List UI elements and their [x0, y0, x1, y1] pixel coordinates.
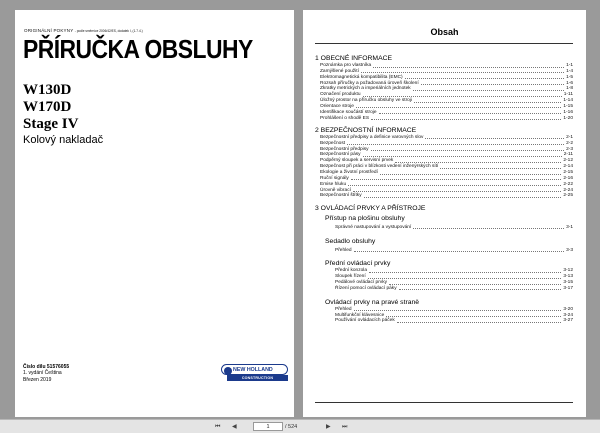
logo-emblem-icon [224, 367, 232, 375]
toc-entry-text: Orientace stroje [320, 103, 354, 109]
toc-subsection-title[interactable]: Ovládací prvky na pravé straně [325, 298, 420, 306]
toc-entry[interactable] [320, 193, 573, 199]
publish-date: Březen 2019 [23, 376, 52, 383]
cover-header-note: - podle směrnice 2006/42/ES, dodatek I, (1.7.4.) [74, 29, 143, 33]
last-page-icon[interactable]: ⏭ [342, 424, 348, 430]
toc-entry-page: 2-15 [563, 170, 573, 175]
toc-entry-text: Správné nastupování a vystupování [335, 224, 412, 230]
toc-entry-text: Přehled [335, 306, 352, 312]
toc-entry-text: Bezpečnost [320, 140, 346, 146]
toc-leader-dots [414, 102, 561, 103]
toc-entry-text: Elektromagnetická kompatibilita (EMC) [320, 74, 403, 80]
toc-subsection-title[interactable]: Přístup na plošinu obsluhy [325, 214, 405, 222]
edition: 1. vydání Čeština [23, 370, 62, 377]
toc-leader-dots [361, 72, 564, 73]
toc-entry-text: Řízení pomocí ovládací páky [335, 285, 397, 291]
toc-entry-text: Rozsah příručky a požadovaná úroveň školení [320, 80, 419, 86]
toc-entry-page: 2-25 [563, 193, 573, 199]
toc-entry-page: 1-6 [566, 80, 573, 86]
toc-entry-text: Označení produktu [320, 92, 361, 98]
toc-leader-dots [413, 228, 564, 229]
toc-entry[interactable] [335, 318, 573, 324]
toc-entry-page: 2-22 [563, 181, 573, 187]
toc-entry-text: Pedálové ovládací prvky [335, 280, 387, 286]
toc-entry-page: 1-5 [566, 74, 573, 80]
toc-entry-page: 2-1 [566, 134, 573, 140]
toc-leader-dots [363, 156, 562, 157]
toc-entry-page: 3-3 [566, 247, 573, 253]
toc-entry-page: 3-27 [563, 318, 573, 324]
toc-entry-page: 1-4 [566, 68, 573, 74]
previous-page-icon[interactable]: ◀ [232, 424, 237, 430]
toc-entry-text: Podpěrný sloupek a servisní prvek [320, 158, 394, 164]
toc-entry-text: Ekologie a životní prostředí [320, 170, 378, 175]
toc-entry-page: 3-17 [563, 285, 573, 291]
toc-leader-dots [425, 138, 564, 139]
first-page-icon[interactable]: ⏮ [215, 424, 221, 430]
toc-top-rule [315, 43, 573, 44]
toc-entry-page: 3-12 [563, 268, 573, 274]
toc-entry-text: Prohlášení o shodě ES [320, 115, 370, 121]
toc-entry-text: Přední konzola [335, 268, 367, 274]
toc-leader-dots [371, 150, 565, 151]
toc-leader-dots [397, 322, 562, 323]
toc-entry-page: 2-24 [563, 187, 573, 193]
cover-header [24, 28, 143, 33]
toc-section-title[interactable]: 1 OBECNÉ INFORMACE [315, 55, 393, 62]
cover-model: Stage IV [23, 116, 79, 132]
toc-entry-text: Bezpečnostní předpisy a definice varovných slov [320, 134, 424, 140]
toc-leader-dots [354, 310, 562, 311]
page-number-input[interactable]: 1 [253, 422, 283, 431]
new-holland-logo: NEW HOLLAND CONSTRUCTION [221, 364, 288, 382]
toc-leader-dots [371, 119, 561, 120]
next-page-icon[interactable]: ▶ [326, 424, 331, 430]
toc-leader-dots [353, 191, 561, 192]
toc-leader-dots [351, 179, 562, 180]
toc-leader-dots [405, 78, 564, 79]
toc-leader-dots [369, 272, 561, 273]
toc-leader-dots [389, 284, 561, 285]
pdf-toolbar [0, 419, 600, 433]
toc-entry-text: Bezpečnost při práci v blízkosti vedení inženýrských sítí [320, 164, 439, 170]
toc-section-title[interactable]: 3 OVLÁDACÍ PRVKY A PŘÍSTROJE [315, 204, 426, 212]
part-number: Číslo dílu 51576055 [23, 364, 70, 370]
toc-entry-page: 1-8 [566, 86, 573, 92]
toc-entry-page: 1-20 [563, 115, 573, 121]
toc-leader-dots [380, 174, 562, 175]
toc-leader-dots [348, 185, 561, 186]
toc-leader-dots [354, 251, 565, 252]
toc-subsection-title[interactable]: Sedadlo obsluhy [325, 237, 376, 245]
toc-entry-text: Úložný prostor na příručku obsluhy ve stroji [320, 98, 412, 104]
toc-entry-page: 3-13 [563, 274, 573, 280]
toc-entry-page: 2-11 [563, 152, 573, 158]
toc-entry-page: 2-14 [563, 164, 573, 170]
toc-leader-dots [399, 289, 562, 290]
toc-entry-text: Poznámka pro vlastníka [320, 63, 372, 68]
toc-entry[interactable] [320, 116, 573, 122]
toc-entry-page: 2-2 [566, 140, 573, 146]
toc-leader-dots [347, 144, 564, 145]
toc-leader-dots [364, 197, 562, 198]
toc-entry-page: 1-15 [563, 103, 573, 109]
cover-page [15, 10, 294, 417]
toc-leader-dots [368, 278, 562, 279]
toc-entry-page: 1-14 [563, 98, 573, 104]
toc-leader-dots [413, 90, 564, 91]
toc-leader-dots [356, 107, 562, 108]
toc-entry-page: 3-20 [563, 306, 573, 312]
toc-entry-text: Úrovně vibrací [320, 187, 351, 193]
toc-leader-dots [440, 168, 561, 169]
toc-entry-page: 2-12 [563, 158, 573, 164]
toc-entry-text: Ruční signály [320, 175, 349, 181]
toc-entry-text: Zkratky metrických a imperiálních jednotek [320, 86, 411, 92]
cover-model: W170D [23, 99, 72, 115]
toc-entry-page: 3-24 [563, 312, 573, 318]
toc-entry-text: Bezpečnostní pásy [320, 152, 361, 158]
toc-title: Obsah [430, 27, 459, 37]
toc-entry-page: 1-1 [566, 63, 573, 68]
toc-entry-page: 2-16 [563, 175, 573, 181]
toc-entry-text: Emise hluku [320, 181, 347, 187]
cover-part-info [23, 364, 69, 383]
cover-model: W130D [23, 82, 72, 98]
toc-entry-page: 3-1 [566, 224, 573, 230]
toc-entry-text: Přehled [335, 247, 352, 253]
cover-product-type: Kolový nakladač [23, 134, 104, 146]
toc-entry-text: Multifunkční klávesnice [335, 312, 385, 318]
table-of-contents [315, 55, 573, 324]
toc-page [303, 10, 586, 417]
toc-entry-text: Bezpečnostní předpisy [320, 146, 369, 152]
toc-entry-page: 2-3 [566, 146, 573, 152]
toc-leader-dots [379, 113, 562, 114]
toc-entry-text: Identifikace součástí stroje [320, 109, 377, 115]
toc-entry-page: 3-15 [563, 280, 573, 286]
toc-entry-page: 1-11 [563, 92, 573, 98]
toc-entry-text: Bezpečnostní štítky [320, 193, 362, 199]
toc-entry-text: Zamýšlené použití [320, 68, 359, 74]
toc-entry[interactable] [335, 248, 573, 254]
cover-header-label: ORIGINÁLNÍ POKYNY [24, 28, 74, 33]
toc-section-title[interactable]: 2 BEZPEČNOSTNÍ INFORMACE [315, 126, 417, 134]
toc-entry[interactable] [335, 286, 573, 292]
total-pages: / 524 [285, 424, 298, 430]
toc-subsection-title[interactable]: Přední ovládací prvky [325, 260, 391, 268]
toc-leader-dots [395, 162, 561, 163]
toc-entry[interactable] [335, 225, 573, 231]
toc-entry-text: Sloupek řízení [335, 274, 366, 280]
cover-title: PŘÍRUČKA OBSLUHY [23, 34, 253, 64]
toc-bottom-rule [315, 402, 573, 403]
toc-entry-text: Používání ovládacích páček [335, 318, 395, 324]
toc-leader-dots [363, 96, 562, 97]
toc-leader-dots [386, 316, 561, 317]
toc-entry-page: 1-16 [563, 109, 573, 115]
toc-leader-dots [421, 84, 564, 85]
toc-leader-dots [373, 67, 564, 68]
